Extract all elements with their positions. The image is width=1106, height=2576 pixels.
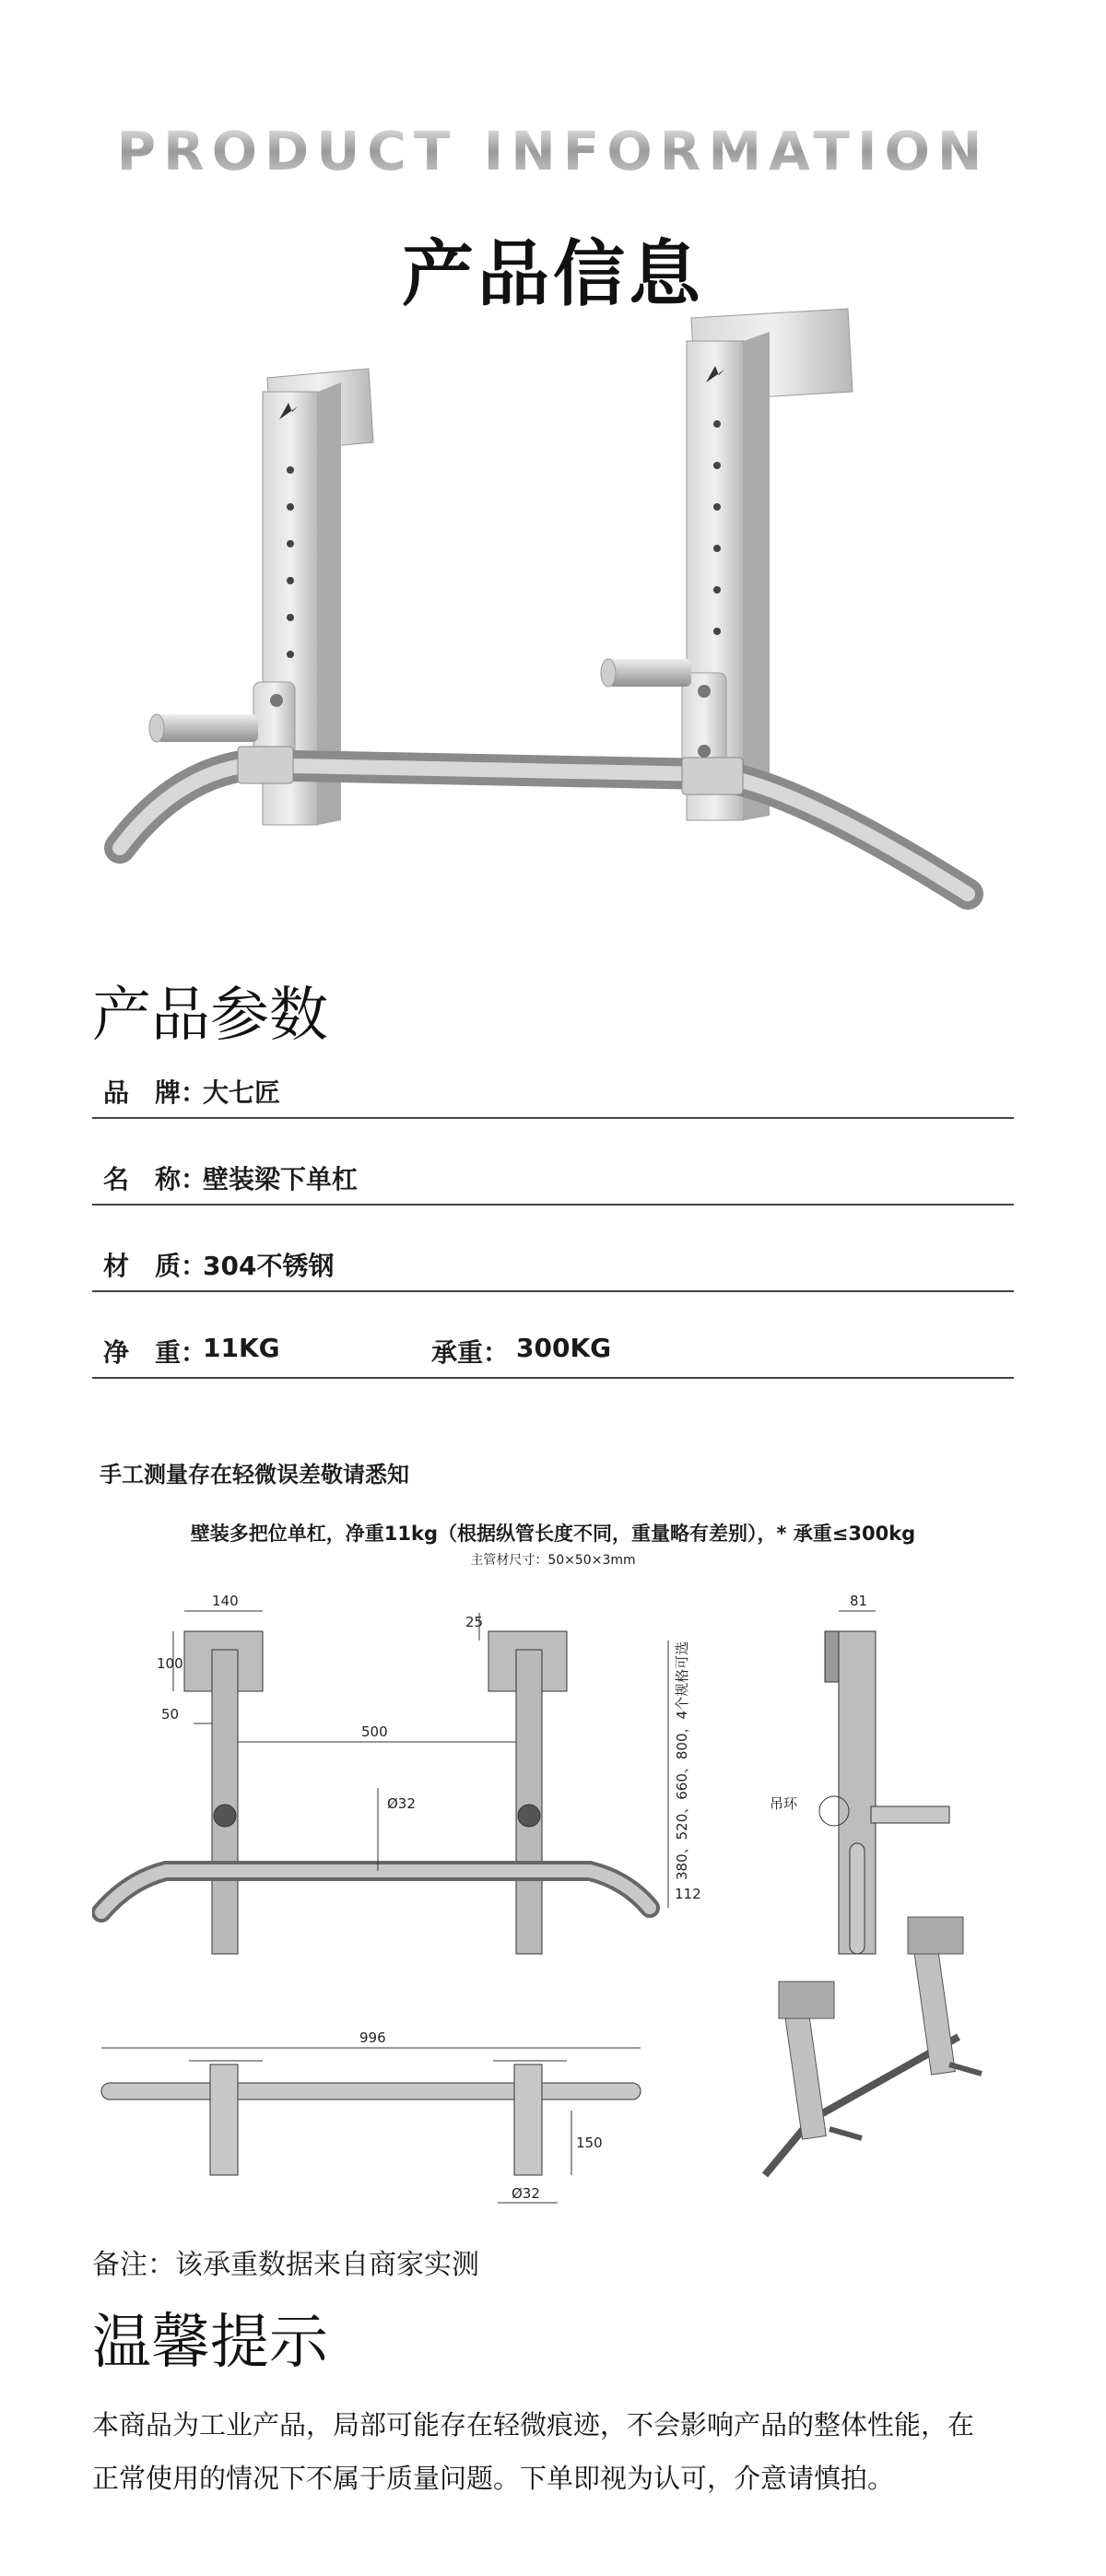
param-label-load: 承重： (431, 1337, 510, 1368)
tips-line-1: 本商品为工业产品，局部可能存在轻微痕迹，不会影响产品的整体性能，在 (92, 2409, 975, 2441)
drawing-subcaption: 主管材尺寸：50×50×3mm (470, 1553, 636, 1568)
param-value: 304不锈钢 (203, 1251, 335, 1281)
param-label: 净 重： (103, 1337, 207, 1368)
param-value-load: 300KG (516, 1333, 612, 1363)
technical-drawing (92, 1567, 1014, 2230)
english-title: PRODUCT INFORMATION (0, 120, 1106, 182)
measure-note: 手工测量存在轻微误差敬请悉知 (100, 1462, 409, 1488)
param-row-brand (92, 1060, 1014, 1119)
param-label: 名 称： (103, 1164, 207, 1194)
dim-996: 996 (359, 2029, 386, 2046)
param-value: 大七匠 (203, 1077, 281, 1108)
dim-150: 150 (576, 2135, 603, 2151)
dim-32: Ø32 (387, 1795, 416, 1812)
dim-heights: 380、520、660、800，4个规格可选 (674, 1641, 690, 1880)
dim-50: 50 (161, 1706, 180, 1723)
dim-25: 25 (465, 1614, 484, 1630)
tips-title: 温馨提示 (92, 2309, 328, 2377)
param-row-name (92, 1147, 1014, 1206)
dim-81: 81 (850, 1593, 868, 1609)
dim-32-bottom: Ø32 (512, 2185, 540, 2202)
params-title: 产品参数 (92, 982, 328, 1050)
param-row-material (92, 1233, 1014, 1292)
dim-112: 112 (675, 1886, 701, 1902)
remark: 备注：该承重数据来自商家实测 (92, 2249, 479, 2281)
param-label: 品 牌： (103, 1077, 207, 1108)
param-value: 11KG (203, 1333, 280, 1363)
dim-100: 100 (157, 1655, 183, 1672)
param-label: 材 质： (103, 1251, 207, 1281)
tips-line-2: 正常使用的情况下不属于质量问题。下单即视为认可，介意请慎拍。 (92, 2463, 895, 2494)
main-bar (120, 747, 968, 894)
dim-140: 140 (212, 1593, 239, 1609)
chinese-title: 产品信息 (401, 233, 704, 316)
param-row-weight (92, 1320, 1014, 1379)
right-bracket (601, 309, 853, 820)
ring-label: 吊环 (770, 1795, 798, 1812)
product-photo (92, 304, 1014, 949)
drawing-caption: 壁装多把位单杠，净重11kg（根据纵管长度不同，重量略有差别），* 承重≤300kg (190, 1523, 916, 1545)
dim-500: 500 (361, 1723, 388, 1740)
param-value: 壁装梁下单杠 (203, 1164, 359, 1194)
